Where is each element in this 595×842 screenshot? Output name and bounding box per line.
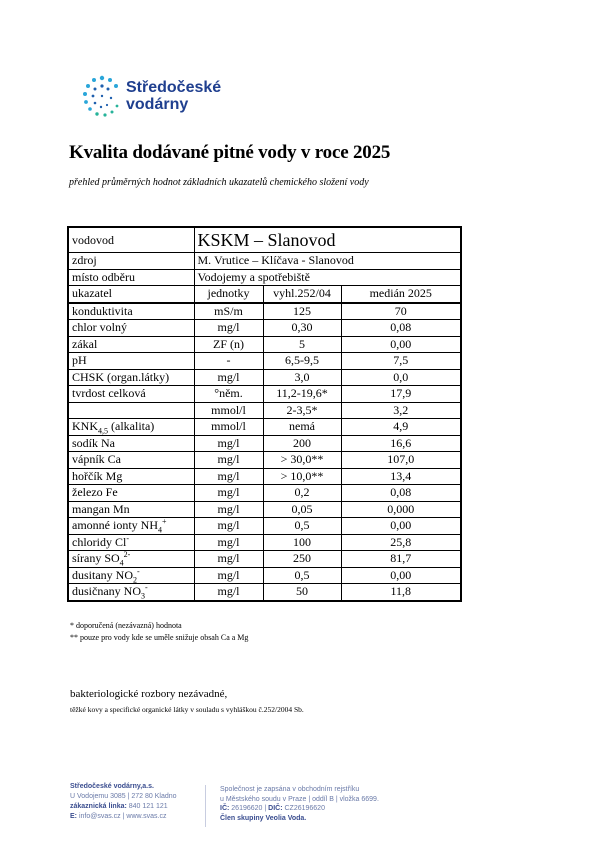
parameter-name: $KNK_{4,5}$ (alkalita) xyxy=(68,419,194,436)
footer-divider xyxy=(205,785,206,827)
page-subtitle: přehled průměrných hodnot základních ukazatelů chemického složení vody xyxy=(69,177,369,188)
table-row xyxy=(68,419,461,436)
footer-registry-2: u Městského soudu v Praze | oddíl B | vložka 6699. xyxy=(220,795,379,803)
parameter-median: 0,08 xyxy=(341,320,461,337)
table-row xyxy=(68,534,461,551)
parameter-unit: mg/l xyxy=(194,534,263,551)
parameter-name: dusičnany $NO_3^-$ xyxy=(68,584,194,601)
parameter-unit: mg/l xyxy=(194,320,263,337)
parameter-limit: 5 xyxy=(263,336,341,353)
parameter-unit: mg/l xyxy=(194,518,263,535)
parameter-median: 7,5 xyxy=(341,353,461,370)
parameter-name: dusitany $NO_2^-$ xyxy=(68,567,194,584)
table-row xyxy=(68,353,461,370)
table-row xyxy=(68,485,461,502)
zdroj-value: M. Vrutice – Klíčava - Slanovod xyxy=(194,253,461,270)
footnotes xyxy=(70,620,248,644)
parameter-name: železo Fe xyxy=(68,485,194,502)
water-quality-table xyxy=(67,226,462,602)
parameter-median: 81,7 xyxy=(341,551,461,568)
table-row xyxy=(68,518,461,535)
footer-dic-value: CZ26196620 xyxy=(282,805,325,812)
table-row xyxy=(68,336,461,353)
parameter-median: 0,0 xyxy=(341,369,461,386)
footer-email-value: info@svas.cz | www.svas.cz xyxy=(77,813,167,820)
parameter-limit: 0,05 xyxy=(263,501,341,518)
table-row xyxy=(68,402,461,419)
footer-email-label: E: xyxy=(70,813,77,820)
parameter-name: amonné ionty $NH_4^+$ xyxy=(68,518,194,535)
parameter-unit: mg/l xyxy=(194,369,263,386)
parameter-median: 0,00 xyxy=(341,518,461,535)
parameter-median: 0,08 xyxy=(341,485,461,502)
parameter-unit: mg/l xyxy=(194,452,263,469)
misto-label: místo odběru xyxy=(68,269,194,286)
parameter-limit: nemá xyxy=(263,419,341,436)
table-row xyxy=(68,320,461,337)
parameter-name: sodík Na xyxy=(68,435,194,452)
table-row xyxy=(68,501,461,518)
parameter-median: 4,9 xyxy=(341,419,461,436)
parameter-median: 0,000 xyxy=(341,501,461,518)
parameter-unit: °něm. xyxy=(194,386,263,403)
table-row xyxy=(68,452,461,469)
parameter-limit: 3,0 xyxy=(263,369,341,386)
parameter-limit: > 10,0** xyxy=(263,468,341,485)
parameter-name: tvrdost celková xyxy=(68,386,194,403)
footer-ic-value: 26196620 | xyxy=(229,805,269,812)
table-row xyxy=(68,468,461,485)
parameter-name: chlor volný xyxy=(68,320,194,337)
footer-ic-label: IČ: xyxy=(220,805,230,812)
parameter-limit: 6,5-9,5 xyxy=(263,353,341,370)
parameter-name: pH xyxy=(68,353,194,370)
table-row xyxy=(68,369,461,386)
parameter-unit: mg/l xyxy=(194,468,263,485)
parameter-unit: mg/l xyxy=(194,567,263,584)
parameter-name: konduktivita xyxy=(68,303,194,320)
parameter-limit: 2-3,5* xyxy=(263,402,341,419)
parameter-unit: mS/m xyxy=(194,303,263,320)
parameter-limit: 0,5 xyxy=(263,518,341,535)
parameter-name: mangan Mn xyxy=(68,501,194,518)
parameter-median: 70 xyxy=(341,303,461,320)
table-row xyxy=(68,435,461,452)
footer-registry xyxy=(220,785,379,823)
parameter-limit: 50 xyxy=(263,584,341,601)
parameter-median: 0,00 xyxy=(341,336,461,353)
parameter-unit: ZF (n) xyxy=(194,336,263,353)
footer-veolia: Člen skupiny Veolia Voda. xyxy=(220,814,307,822)
parameter-name: sírany $SO_4^{2-}$ xyxy=(68,551,194,568)
footer-line-label: zákaznická linka: xyxy=(70,803,127,810)
parameter-median: 107,0 xyxy=(341,452,461,469)
parameter-median: 0,00 xyxy=(341,567,461,584)
parameter-median: 25,8 xyxy=(341,534,461,551)
parameter-unit: mmol/l xyxy=(194,402,263,419)
parameter-median: 13,4 xyxy=(341,468,461,485)
table-header xyxy=(68,286,461,303)
company-logo xyxy=(80,74,220,120)
table-row xyxy=(68,303,461,320)
zdroj-row xyxy=(68,253,461,270)
logo-line-1: Středočeské xyxy=(126,79,222,96)
parameter-median: 16,6 xyxy=(341,435,461,452)
parameter-unit: mg/l xyxy=(194,551,263,568)
parameter-unit: mmol/l xyxy=(194,419,263,436)
parameter-name xyxy=(68,402,194,419)
header-jednotky: jednotky xyxy=(194,286,263,303)
footer-line-value: 840 121 121 xyxy=(126,803,168,810)
parameter-limit: > 30,0** xyxy=(263,452,341,469)
parameter-limit: 0,5 xyxy=(263,567,341,584)
header-median: medián 2025 xyxy=(341,286,461,303)
vodovod-label: vodovod xyxy=(68,227,194,253)
parameter-limit: 200 xyxy=(263,435,341,452)
parameter-limit: 0,2 xyxy=(263,485,341,502)
parameter-unit: - xyxy=(194,353,263,370)
parameter-name: vápník Ca xyxy=(68,452,194,469)
parameter-unit: mg/l xyxy=(194,435,263,452)
footer-dic-label: DIČ: xyxy=(268,805,283,812)
logo-dots-icon xyxy=(80,74,124,118)
parameter-name: hořčík Mg xyxy=(68,468,194,485)
table-row xyxy=(68,551,461,568)
vodovod-value: KSKM – Slanovod xyxy=(194,227,461,253)
parameter-limit: 250 xyxy=(263,551,341,568)
vodovod-row xyxy=(68,227,461,253)
header-limit: vyhl.252/04 xyxy=(263,286,341,303)
bacteriology-note: bakteriologické rozbory nezávadné, xyxy=(70,688,228,700)
parameter-name: CHSK (organ.látky) xyxy=(68,369,194,386)
parameter-median: 17,9 xyxy=(341,386,461,403)
parameter-limit: 11,2-19,6* xyxy=(263,386,341,403)
page-title: Kvalita dodávané pitné vody v roce 2025 xyxy=(69,142,391,163)
parameter-name: zákal xyxy=(68,336,194,353)
logo-line-2: vodárny xyxy=(126,96,189,113)
parameter-unit: mg/l xyxy=(194,485,263,502)
parameter-unit: mg/l xyxy=(194,584,263,601)
footer-address: U Vodojemu 3085 | 272 80 Kladno xyxy=(70,793,177,800)
parameter-unit: mg/l xyxy=(194,501,263,518)
table-row xyxy=(68,584,461,601)
parameter-name: chloridy Cl- xyxy=(68,534,194,551)
misto-row xyxy=(68,269,461,286)
table-row xyxy=(68,386,461,403)
footnote-1: * doporučená (nezávazná) hodnota xyxy=(70,621,182,630)
parameter-limit: 100 xyxy=(263,534,341,551)
parameter-limit: 125 xyxy=(263,303,341,320)
parameter-limit: 0,30 xyxy=(263,320,341,337)
parameter-median: 3,2 xyxy=(341,402,461,419)
misto-value: Vodojemy a spotřebiště xyxy=(194,269,461,286)
footnote-2: ** pouze pro vody kde se uměle snižuje obsah Ca a Mg xyxy=(70,633,249,642)
footer-registry-1: Společnost je zapsána v obchodním rejstříku xyxy=(220,786,360,793)
header-ukazatel: ukazatel xyxy=(68,286,194,303)
footer-company-name: Středočeské vodárny,a.s. xyxy=(70,783,154,790)
zdroj-label: zdroj xyxy=(68,253,194,270)
footer-company xyxy=(70,782,177,822)
parameter-median: 11,8 xyxy=(341,584,461,601)
table-row xyxy=(68,567,461,584)
heavy-metals-note: těžké kovy a specifické organické látky v souladu s vyhláškou č.252/2004 Sb. xyxy=(70,705,304,714)
